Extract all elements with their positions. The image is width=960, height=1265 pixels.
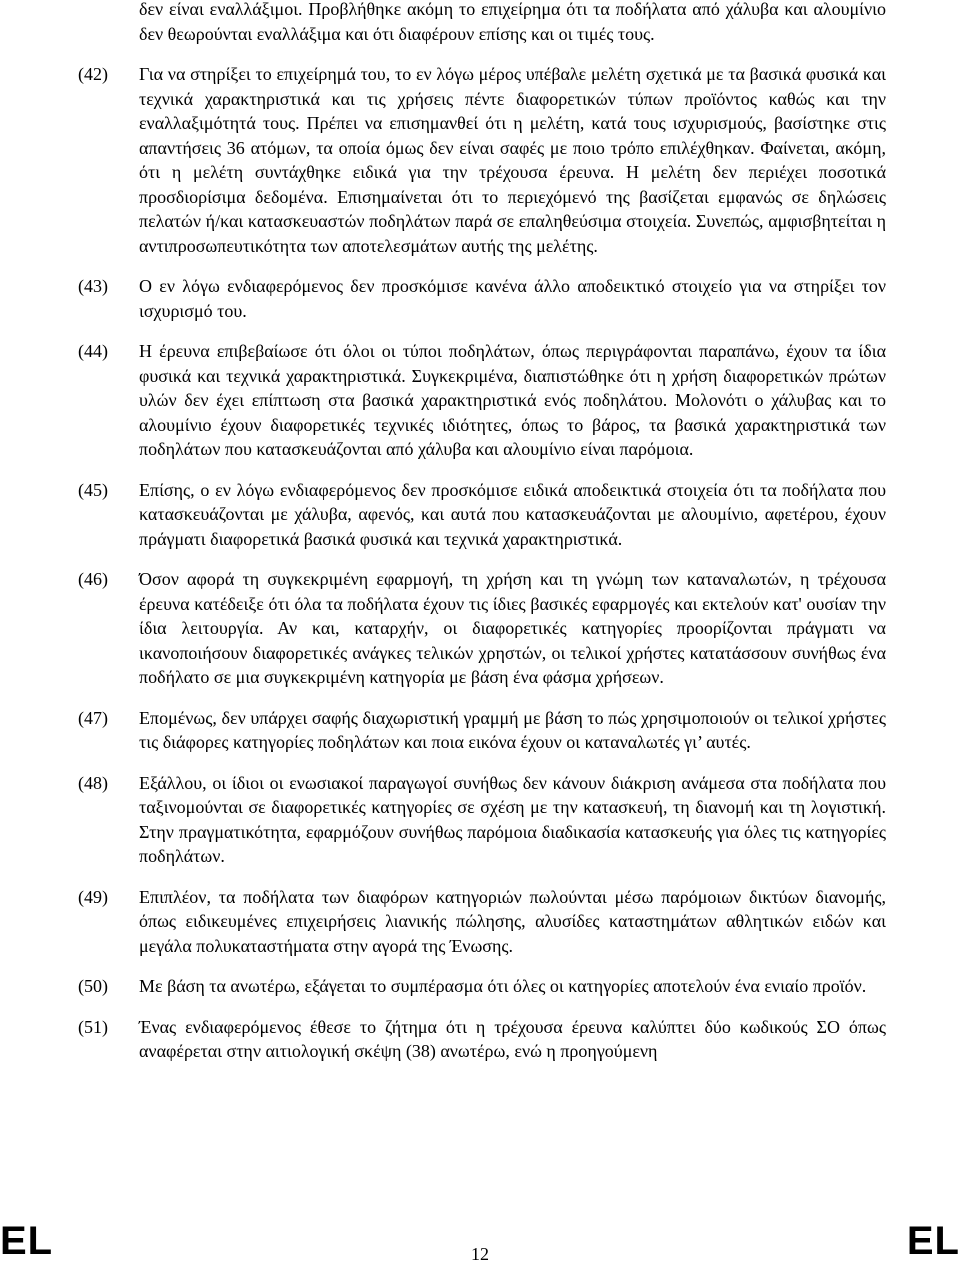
- paragraph-number: (51): [78, 1016, 108, 1037]
- paragraph-number: (49): [78, 886, 108, 907]
- paragraph-51: [78, 1015, 886, 1064]
- paragraph-50: [78, 974, 886, 999]
- paragraph-49: [78, 885, 886, 959]
- footer-language-code-right: EL: [906, 1219, 960, 1263]
- paragraph-number: (47): [78, 707, 108, 728]
- paragraph-48: [78, 771, 886, 869]
- paragraph-text: Για να στηρίξει το επιχείρημά του, το εν λόγω μέρος υπέβαλε μελέτη σχετικά με τα βασικά φυσικά και τεχνικά χαρακτηριστικά και τις χρήσεις πέντε διαφορετικών τύπων προϊόντος καθώς και την εναλλαξιμότητά τους. Πρέπει να επισημανθεί ότι η μελέτη, κατά τους ισχυρισμούς, βασίστηκε στις απαντήσεις 36 ατόμων, τα οποία όμως δεν είναι σαφές με ποιο τρόπο επιλέχθηκαν. Φαίνεται, ακόμη, ότι η μελέτη συντάχθηκε ειδικά για την τρέχουσα έρευνα. Η μελέτη δεν περιέχει ποσοτικά προσδιορίσιμα δεδομένα. Επισημαίνεται ότι το περιεχόμενό της βασίζεται εμφανώς σε δηλώσεις πελατών ή/και κατασκευαστών ποδηλάτων παρά σε επαληθεύσιμα στοιχεία. Συνεπώς, αμφισβητείται η αντιπροσωπευτικότητα των αποτελεσμάτων αυτής της μελέτης.: [139, 64, 886, 256]
- paragraph-45: [78, 478, 886, 552]
- paragraph-text: Με βάση τα ανωτέρω, εξάγεται το συμπέρασμα ότι όλες οι κατηγορίες αποτελούν ένα ενιαίο προϊόν.: [139, 976, 867, 996]
- paragraph-text: Επομένως, δεν υπάρχει σαφής διαχωριστική γραμμή με βάση το πώς χρησιμοποιούν οι τελικοί χρήστες τις διάφορες κατηγορίες ποδηλάτων και ποια εικόνα έχουν οι καταναλωτές γι’ αυτές.: [139, 707, 886, 752]
- page-number: 12: [471, 1244, 489, 1264]
- paragraph-46: [78, 567, 886, 690]
- paragraph-text: Επίσης, ο εν λόγω ενδιαφερόμενος δεν προσκόμισε ειδικά αποδεικτικά στοιχεία ότι τα ποδήλατα που κατασκευάζονται με χάλυβα, αφενός, και αυτά που κατασκευάζονται με αλουμίνιο, αφετέρου, έχουν πράγματι διαφορετικά βασικά φυσικά και τεχνικά χαρακτηριστικά.: [139, 479, 886, 549]
- paragraph-text: Εξάλλου, οι ίδιοι οι ενωσιακοί παραγωγοί συνήθως δεν κάνουν διάκριση ανάμεσα στα ποδήλατα που ταξινομούνται σε διαφορετικές κατηγορίες σε σχέση με την κατασκευή, τη διανομή και τη λογιστική. Στην πραγματικότητα, εφαρμόζουν συνήθως παρόμοια διαδικασία κατασκευής για όλες τις κατηγορίες ποδηλάτων.: [139, 772, 886, 866]
- paragraph-text: Ένας ενδιαφερόμενος έθεσε το ζήτημα ότι η τρέχουσα έρευνα καλύπτει δύο κωδικούς ΣΟ όπως αναφέρεται στην αιτιολογική σκέψη (38) ανωτέρω, ενώ η προηγούμενη: [139, 1016, 886, 1061]
- paragraph-text: Επιπλέον, τα ποδήλατα των διαφόρων κατηγοριών πωλούνται μέσω παρόμοιων δικτύων διανομής, όπως ειδικευμένες επιχειρήσεις λιανικής πώλησης, αλυσίδες καταστημάτων αθλητικών ειδών και μεγάλα πολυκαταστήματα στην αγορά της Ένωσης.: [139, 886, 886, 956]
- document-body: [78, 0, 886, 1080]
- paragraph-text: Ο εν λόγω ενδιαφερόμενος δεν προσκόμισε κανένα άλλο αποδεικτικό στοιχείο για να στηρίξει τον ισχυρισμό του.: [139, 276, 886, 321]
- paragraph-42: [78, 62, 886, 258]
- paragraph-number: (43): [78, 276, 108, 296]
- paragraph-text: Η έρευνα επιβεβαίωσε ότι όλοι οι τύποι ποδηλάτων, όπως περιγράφονται παραπάνω, έχουν τα ίδια φυσικά και τεχνικά χαρακτηριστικά. Συγκεκριμένα, διαπιστώθηκε ότι η χρήση διαφορετικών πρώτων υλών δεν έχει επίπτωση στα βασικά χαρακτηριστικά ενός ποδηλάτου. Μολονότι ο χάλυβας και το αλουμίνιο έχουν διαφορετικές τεχνικές ιδιότητες, όπως το βάρος, τα βασικά χαρακτηριστικά των ποδηλάτων που κατασκευάζονται από χάλυβα και αλουμίνιο είναι παρόμοια.: [139, 341, 886, 459]
- paragraph-number: (46): [78, 569, 108, 589]
- paragraph-text: δεν είναι εναλλάξιμοι. Προβλήθηκε ακόμη το επιχείρημα ότι τα ποδήλατα από χάλυβα και αλουμίνιο δεν θεωρούνται εναλλάξιμα και ότι διαφέρουν επίσης και οι τιμές τους.: [139, 0, 886, 44]
- paragraph-43: [78, 274, 886, 323]
- footer-language-code-left: EL: [0, 1219, 54, 1263]
- paragraph-44: [78, 339, 886, 462]
- paragraph-text: Όσον αφορά τη συγκεκριμένη εφαρμογή, τη χρήση και τη γνώμη των καταναλωτών, η τρέχουσα έρευνα κατέδειξε ότι όλα τα ποδήλατα έχουν τις ίδιες βασικές εφαρμογές και εκτελούν κατ' ουσίαν την ίδια λειτουργία. Αν και, καταρχήν, οι διαφορετικές κατηγορίες προορίζονται πράγματι να ικανοποιήσουν διαφορετικές ανάγκες τελικών χρηστών, οι τελικοί χρήστες κατατάσσουν συνήθως ένα ποδήλατο σε μια συγκεκριμένη κατηγορία με βάση ένα φάσμα χρήσεων.: [139, 569, 886, 687]
- paragraph-number: (45): [78, 479, 108, 500]
- paragraph-continued: [78, 0, 886, 46]
- paragraph-number: (44): [78, 341, 108, 361]
- paragraph-number: (48): [78, 772, 108, 793]
- paragraph-number: (42): [78, 64, 108, 84]
- paragraph-number: (50): [78, 976, 108, 996]
- paragraph-47: [78, 706, 886, 755]
